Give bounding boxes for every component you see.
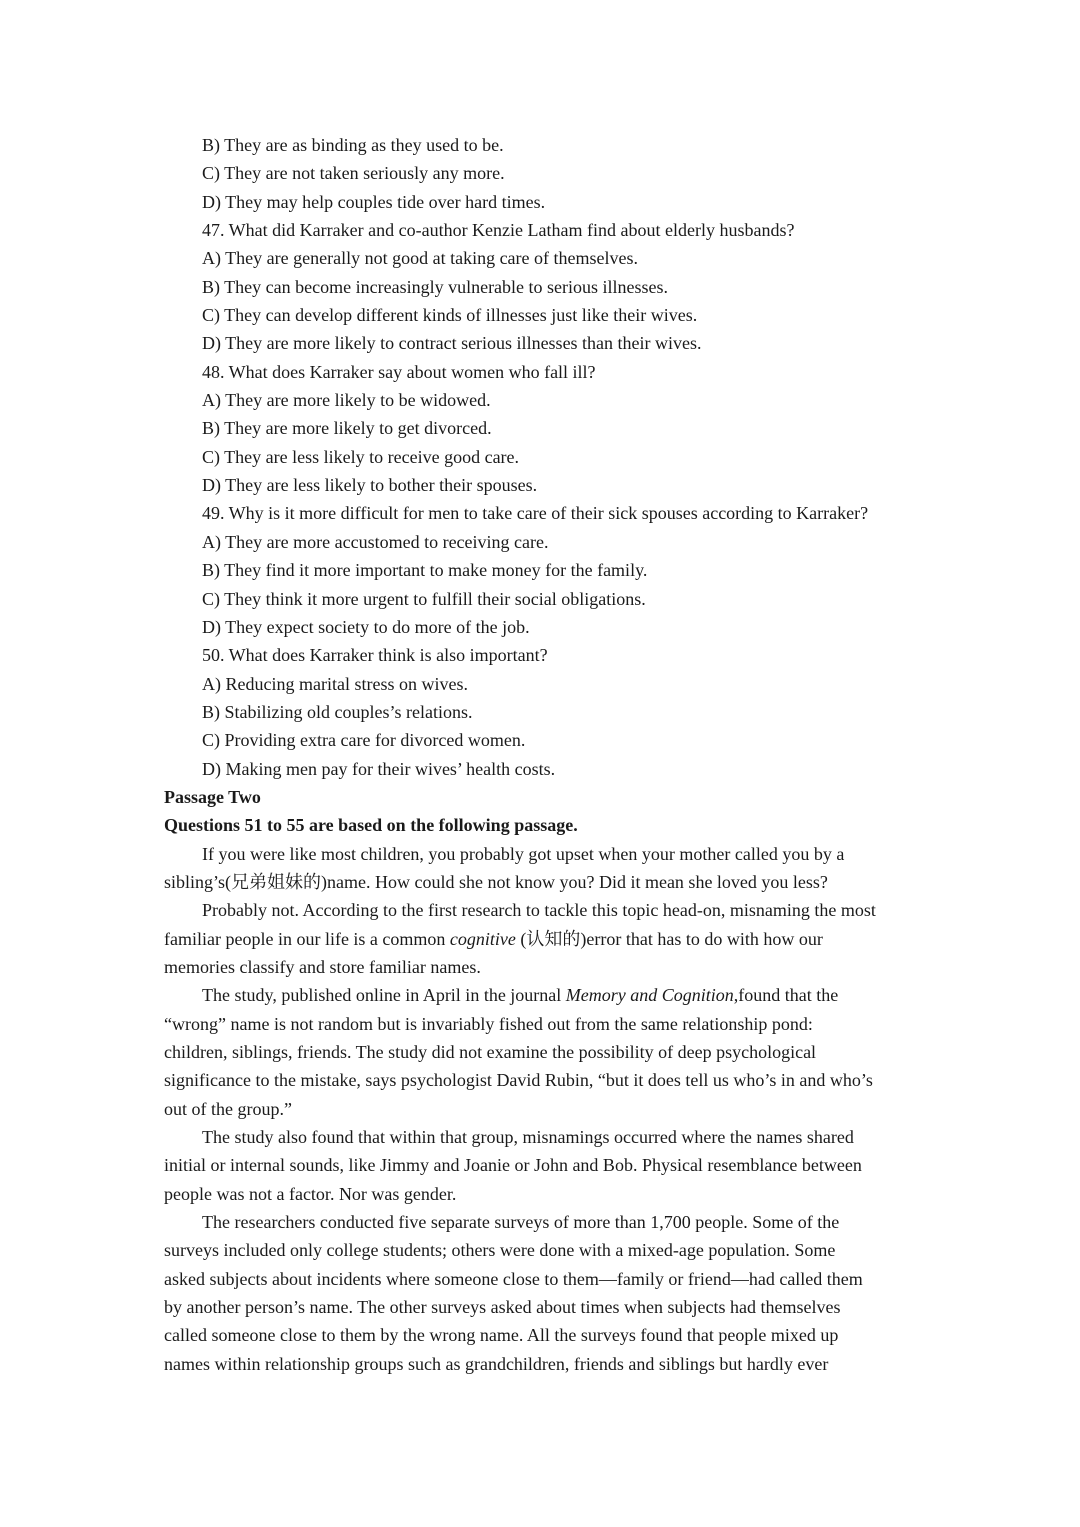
passage-p3-line: children, siblings, friends. The study did not examine the possibility of deep psychological	[164, 1042, 817, 1062]
passage-two-title: Passage Two	[164, 786, 261, 807]
q49-option-c: C) They think it more urgent to fulfill their social obligations.	[202, 588, 646, 609]
passage-p1-line: sibling’s(兄弟姐妹的)name. How could she not know you? Did it mean she loved you less?	[164, 871, 828, 892]
q48-option-b: B) They are more likely to get divorced.	[202, 418, 492, 439]
q48-option-c: C) They are less likely to receive good care.	[202, 446, 520, 467]
q47-option-b: B) They can become increasingly vulnerable to serious illnesses.	[202, 276, 669, 297]
passage-p4-line: The study also found that within that group, misnamings occurred where the names shared	[202, 1127, 854, 1148]
passage-p2-text: (认知的)error that has to do with how our	[515, 928, 823, 949]
passage-p5-line: The researchers conducted five separate surveys of more than 1,700 people. Some of the	[202, 1212, 840, 1233]
passage-p5-line: by another person’s name. The other surveys asked about times when subjects had themselves	[164, 1297, 841, 1318]
q50-question: 50. What does Karraker think is also important?	[202, 645, 548, 666]
passage-p2-text: familiar people in our life is a common	[164, 928, 450, 949]
passage-p2-line	[164, 925, 924, 953]
q50-option-d: D) Making men pay for their wives’ health costs.	[202, 758, 556, 779]
passage-p3-line: out of the group.”	[164, 1098, 292, 1119]
q46-option-d: D) They may help couples tide over hard times.	[202, 191, 546, 212]
q50-option-c: C) Providing extra care for divorced women.	[202, 730, 526, 751]
q47-question: 47. What did Karraker and co-author Kenzie Latham find about elderly husbands?	[202, 220, 795, 241]
passage-p4-line: initial or internal sounds, like Jimmy and Joanie or John and Bob. Physical resemblance between	[164, 1155, 862, 1176]
passage-p4-line: people was not a factor. Nor was gender.	[164, 1183, 457, 1204]
passage-p3-line: “wrong” name is not random but is invariably fished out from the same relationship pond:	[164, 1013, 813, 1034]
q46-option-b: B) They are as binding as they used to be.	[202, 135, 504, 155]
passage-p3-line	[164, 981, 924, 1009]
passage-p2-term: cognitive	[449, 928, 516, 949]
passage-p2-line: Probably not. According to the first research to tackle this topic head-on, misnaming the most	[202, 900, 876, 921]
q49-option-d: D) They expect society to do more of the job.	[202, 616, 530, 637]
passage-p3-journal: Memory and Cognition	[565, 985, 734, 1006]
q46-option-c: C) They are not taken seriously any more.	[202, 163, 505, 184]
passage-p3-line: significance to the mistake, says psychologist David Rubin, “but it does tell us who’s in and who’s	[164, 1070, 873, 1091]
q50-option-b: B) Stabilizing old couples’s relations.	[202, 701, 473, 722]
document-page	[164, 131, 924, 1378]
q48-option-a: A) They are more likely to be widowed.	[202, 390, 491, 411]
q47-option-c: C) They can develop different kinds of illnesses just like their wives.	[202, 305, 698, 326]
q47-option-d: D) They are more likely to contract serious illnesses than their wives.	[202, 333, 702, 354]
passage-p3-text: The study, published online in April in the journal	[202, 985, 566, 1006]
q47-option-a: A) They are generally not good at taking care of themselves.	[202, 248, 639, 269]
passage-p5-line: asked subjects about incidents where someone close to them—family or friend—had called them	[164, 1268, 863, 1289]
q48-option-d: D) They are less likely to bother their spouses.	[202, 475, 538, 496]
passage-p5-line: names within relationship groups such as grandchildren, friends and siblings but hardly ever	[164, 1353, 829, 1374]
q50-option-a: A) Reducing marital stress on wives.	[202, 673, 468, 694]
q49-option-b: B) They find it more important to make money for the family.	[202, 560, 648, 581]
q48-question: 48. What does Karraker say about women who fall ill?	[202, 361, 596, 382]
passage-p3-text: ,found that the	[733, 985, 839, 1006]
q49-option-a: A) They are more accustomed to receiving care.	[202, 531, 549, 552]
passage-p1-line: If you were like most children, you probably got upset when your mother called you by a	[202, 843, 845, 864]
passage-p2-line: memories classify and store familiar names.	[164, 956, 481, 977]
passage-p5-line: called someone close to them by the wrong name. All the surveys found that people mixed up	[164, 1325, 839, 1346]
passage-p5-line: surveys included only college students; others were done with a mixed-age population. Some	[164, 1240, 836, 1261]
q49-question: 49. Why is it more difficult for men to take care of their sick spouses according to Karraker?	[202, 503, 869, 524]
passage-two-instructions: Questions 51 to 55 are based on the following passage.	[164, 815, 578, 836]
